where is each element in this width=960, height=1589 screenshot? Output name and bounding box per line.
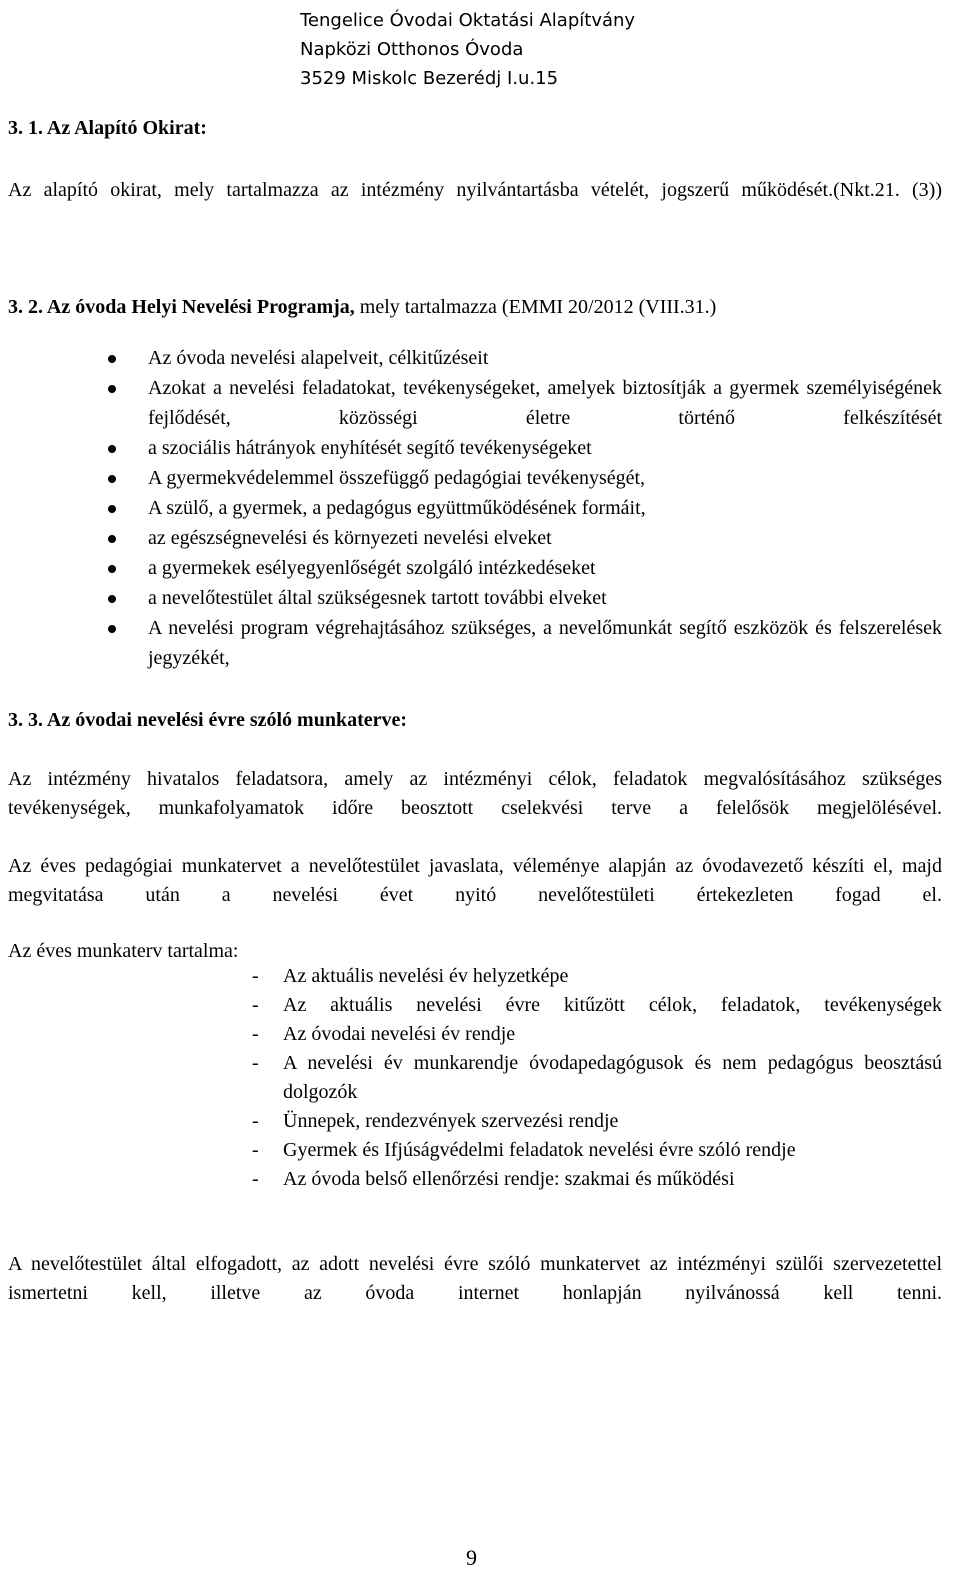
- header-line-3: 3529 Miskolc Bezerédj I.u.15: [300, 68, 559, 89]
- paragraph-3-3-2: Az éves pedagógiai munkatervet a nevelőtestület javaslata, véleménye alapján az óvodavezető készíti el, majd megvitatása után a nevelési évet nyitó nevelőtestületi értekezleten fogad el.: [8, 855, 942, 906]
- heading-3-2-bold: 3. 2. Az óvoda Helyi Nevelési Programja,: [8, 296, 355, 318]
- list-item: A szülő, a gyermek, a pedagógus együttműködésének formáit,: [0, 493, 942, 523]
- paragraph-3-1: Az alapító okirat, mely tartalmazza az intézmény nyilvántartásba vételét, jogszerű működését.(Nkt.21. (3)): [8, 179, 942, 201]
- bullet-icon: [108, 385, 116, 393]
- list-item: Azokat a nevelési feladatokat, tevékenységeket, amelyek biztosítják a gyermek személyiségének fejlődését, közösségi életre történő felkészítését: [0, 373, 942, 433]
- bullet-icon: [108, 505, 116, 513]
- heading-3-2: [8, 296, 716, 319]
- bullet-icon: [108, 535, 116, 543]
- contents-label: Az éves munkaterv tartalma:: [8, 940, 239, 962]
- bullet-icon: [108, 625, 116, 633]
- list-item: A gyermekvédelemmel összefüggő pedagógiai tevékenységét,: [0, 463, 942, 493]
- list-item: - Az aktuális nevelési évre kitűzött célok, feladatok, tevékenységek: [252, 994, 942, 1016]
- heading-3-2-rest: mely tartalmazza (EMMI 20/2012 (VIII.31.): [354, 296, 717, 318]
- paragraph-3-3-1: Az intézmény hivatalos feladatsora, amely az intézményi célok, feladatok megvalósításához szükséges tevékenységek, munkafolyamatok időre beosztott cselekvési terve a felelősök megjelölésével.: [8, 768, 942, 819]
- program-items-list: [0, 343, 942, 673]
- list-item: - Ünnepek, rendezvények szervezési rendje: [252, 1110, 619, 1132]
- bullet-icon: [108, 475, 116, 483]
- list-item: - Az óvodai nevelési év rendje: [252, 1023, 516, 1045]
- list-item: - Az óvoda belső ellenőrzési rendje: szakmai és működési: [252, 1168, 735, 1190]
- page-number: 9: [466, 1545, 477, 1570]
- list-item: a nevelőtestület által szükségesnek tartott további elveket: [0, 583, 942, 613]
- page-header: [300, 6, 635, 93]
- bullet-icon: [108, 355, 116, 363]
- list-item: az egészségnevelési és környezeti nevelési elveket: [0, 523, 942, 553]
- list-item: - A nevelési év munkarendje óvodapedagógusok és nem pedagógus beosztású dolgozók: [252, 1052, 942, 1103]
- workplan-contents-list: [0, 962, 942, 1194]
- bullet-icon: [108, 565, 116, 573]
- list-item: - Az aktuális nevelési év helyzetképe: [252, 965, 569, 987]
- list-item: a gyermekek esélyegyenlőségét szolgáló intézkedéseket: [0, 553, 942, 583]
- heading-3-3: 3. 3. Az óvodai nevelési évre szóló munkaterve:: [8, 709, 408, 731]
- header-line-1: Tengelice Óvodai Oktatási Alapítvány: [300, 10, 636, 31]
- bullet-icon: [108, 595, 116, 603]
- list-item: a szociális hátrányok enyhítését segítő tevékenységeket: [0, 433, 942, 463]
- heading-3-1: 3. 1. Az Alapító Okirat:: [8, 117, 207, 139]
- paragraph-3-3-3: A nevelőtestület által elfogadott, az adott nevelési évre szóló munkatervet az intézményi szülői szervezetettel ismertetni kell, illetve az óvoda internet honlapján nyilvánossá kell tenni.: [8, 1253, 942, 1304]
- header-line-2: Napközi Otthonos Óvoda: [300, 39, 524, 60]
- list-item: - Gyermek és Ifjúságvédelmi feladatok nevelési évre szóló rendje: [252, 1139, 796, 1161]
- list-item: Az óvoda nevelési alapelveit, célkitűzéseit: [0, 343, 942, 373]
- list-item: A nevelési program végrehajtásához szükséges, a nevelőmunkát segítő eszközök és felszerelések jegyzékét,: [0, 613, 942, 673]
- bullet-icon: [108, 445, 116, 453]
